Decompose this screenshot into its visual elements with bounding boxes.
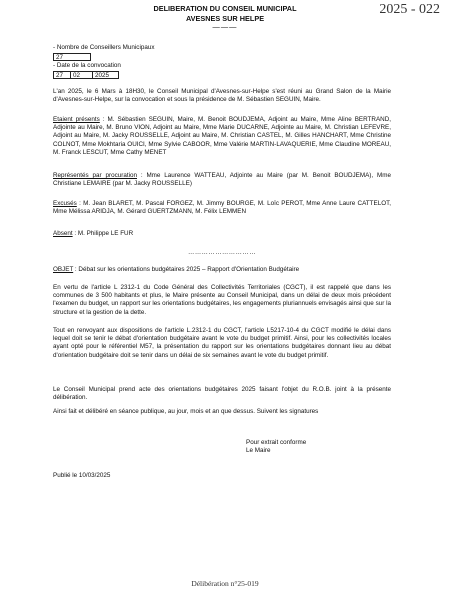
present-list: : M. Sébastien SEGUIN, Maire, M. Benoit BOUDJEMA, Adjoint au Maire, Mme Aline BERTRAND, Adjointe au Maire, M. Bruno VION, Adjoint au Maire, Mme Marie DUCARNE, Adjointe au Maire, M. Christian LEFEVRE, Adjoint au Maire, M. Jacky ROUSSELLE, Adjoint au Maire, M. Christian CASTEL, M. Gilles HANCHART, Mme Christine COLNOT, Mme Mokhtaria OUICI, Mme Sylvie CABOOR, Mme Valérie MARTIN-LAVAQUERIE, Mme Claudine MOREAU, M. Franck LESCUT, Mme Cathy MENET (53, 116, 391, 156)
excused-label: Excusés (53, 200, 77, 207)
proxy-section (53, 172, 391, 188)
date-year: 2025 (93, 71, 119, 79)
councillors-count-label: - Nombre de Conseillers Municipaux (53, 44, 155, 51)
header-town: AVESNES SUR HELPE (185, 13, 265, 23)
absent-label: Absent (53, 230, 73, 237)
date-day: 27 (53, 71, 71, 79)
paragraph-deadline: Tout en renvoyant aux dispositions de l'article L.2312-1 du CGCT, l'article L5217-10-4 du CGCT modifié le délai dans lequel doit se tenir le débat d'orientation budgétaire avant le vote du budget primitif. Ainsi, pour les collectivités locales ayant opté pour le référentiel M57, la présentation du rapport sur les orientations budgétaires donnant lieu au débat d'orientation budgétaire doit se tenir dans un délai de six semaines avant le vote du budget primitif. (53, 327, 391, 359)
paragraph-legal-basis: En vertu de l'article L 2312-1 du Code Général des Collectivités Territoriales (CGCT), il est rappelé que dans les communes de 3 500 habitants et plus, le Maire présente au Conseil Municipal, dans un délai de deux mois précédent l'examen du budget, un rapport sur les orientations budgétaires, les engagements pluriannuels envisagés ainsi que sur la structure et la gestion de la dette. (53, 284, 391, 316)
signature-line1: Pour extrait conforme (246, 439, 307, 446)
published-date: Publié le 10/03/2025 (53, 472, 111, 479)
absent-list: : M. Philippe LE FUR (72, 230, 134, 237)
proxy-list: : Mme Laurence WATTEAU, Adjointe au Maire (par M. Benoit BOUDJEMA), Mme Christiane LEMAIRE (par M. Jacky ROUSSELLE) (53, 172, 391, 188)
convocation-date (53, 71, 391, 79)
object-text: : Débat sur les orientations budgétaires 2025 – Rapport d'Orientation Budgétaire (73, 266, 300, 273)
date-month: 02 (71, 71, 93, 79)
signature-block (246, 439, 306, 455)
excused-section (53, 200, 391, 216)
object-section (53, 266, 391, 274)
paragraph-closing: Ainsi fait et délibéré en séance publique, au jour, mois et an que dessus. Suivent les signatures (53, 408, 319, 415)
paragraph-decision: Le Conseil Municipal prend acte des orientations budgétaires 2025 faisant l'objet du R.O.B. joint à la présente délibération. (53, 386, 391, 402)
convocation-date-label: - Date de la convocation (53, 62, 121, 70)
footer-deliberation-number: Délibération n°25-019 (191, 579, 259, 588)
header-separator: ——— (212, 22, 238, 31)
object-label: OBJET (53, 266, 74, 273)
intro-paragraph: L'an 2025, le 6 Mars à 18H30, le Conseil Municipal d'Avesnes-sur-Helpe s'est réuni au Grand Salon de la Mairie d'Avesnes-sur-Helpe, sur la convocation et sous la présidence de M. Sébastien SEGUIN, Maire. (53, 88, 391, 104)
proxy-label: Représentés par procuration (53, 172, 137, 179)
signature-line2: Le Maire (246, 447, 271, 455)
excused-list: : M. Jean BLARET, M. Pascal FORGEZ, M. Jimmy BOURGE, M. Loïc PEROT, Mme Anne Laure CATTELOT, Mme Mélissa ARIDJA, M. Gérard GUERTZMANN, M. Félix LEMMEN (53, 200, 391, 216)
absent-section (53, 230, 391, 238)
dotted-separator: ………………………… (188, 249, 256, 256)
present-section (53, 116, 391, 157)
present-label: Etaient présents (53, 116, 100, 123)
meta-fields (53, 44, 391, 79)
header-title: DELIBERATION DU CONSEIL MUNICIPAL (153, 4, 297, 13)
document-header (0, 4, 450, 31)
councillors-count-value: 27 (53, 53, 91, 61)
reference-number: 2025 - 022 (379, 2, 440, 17)
